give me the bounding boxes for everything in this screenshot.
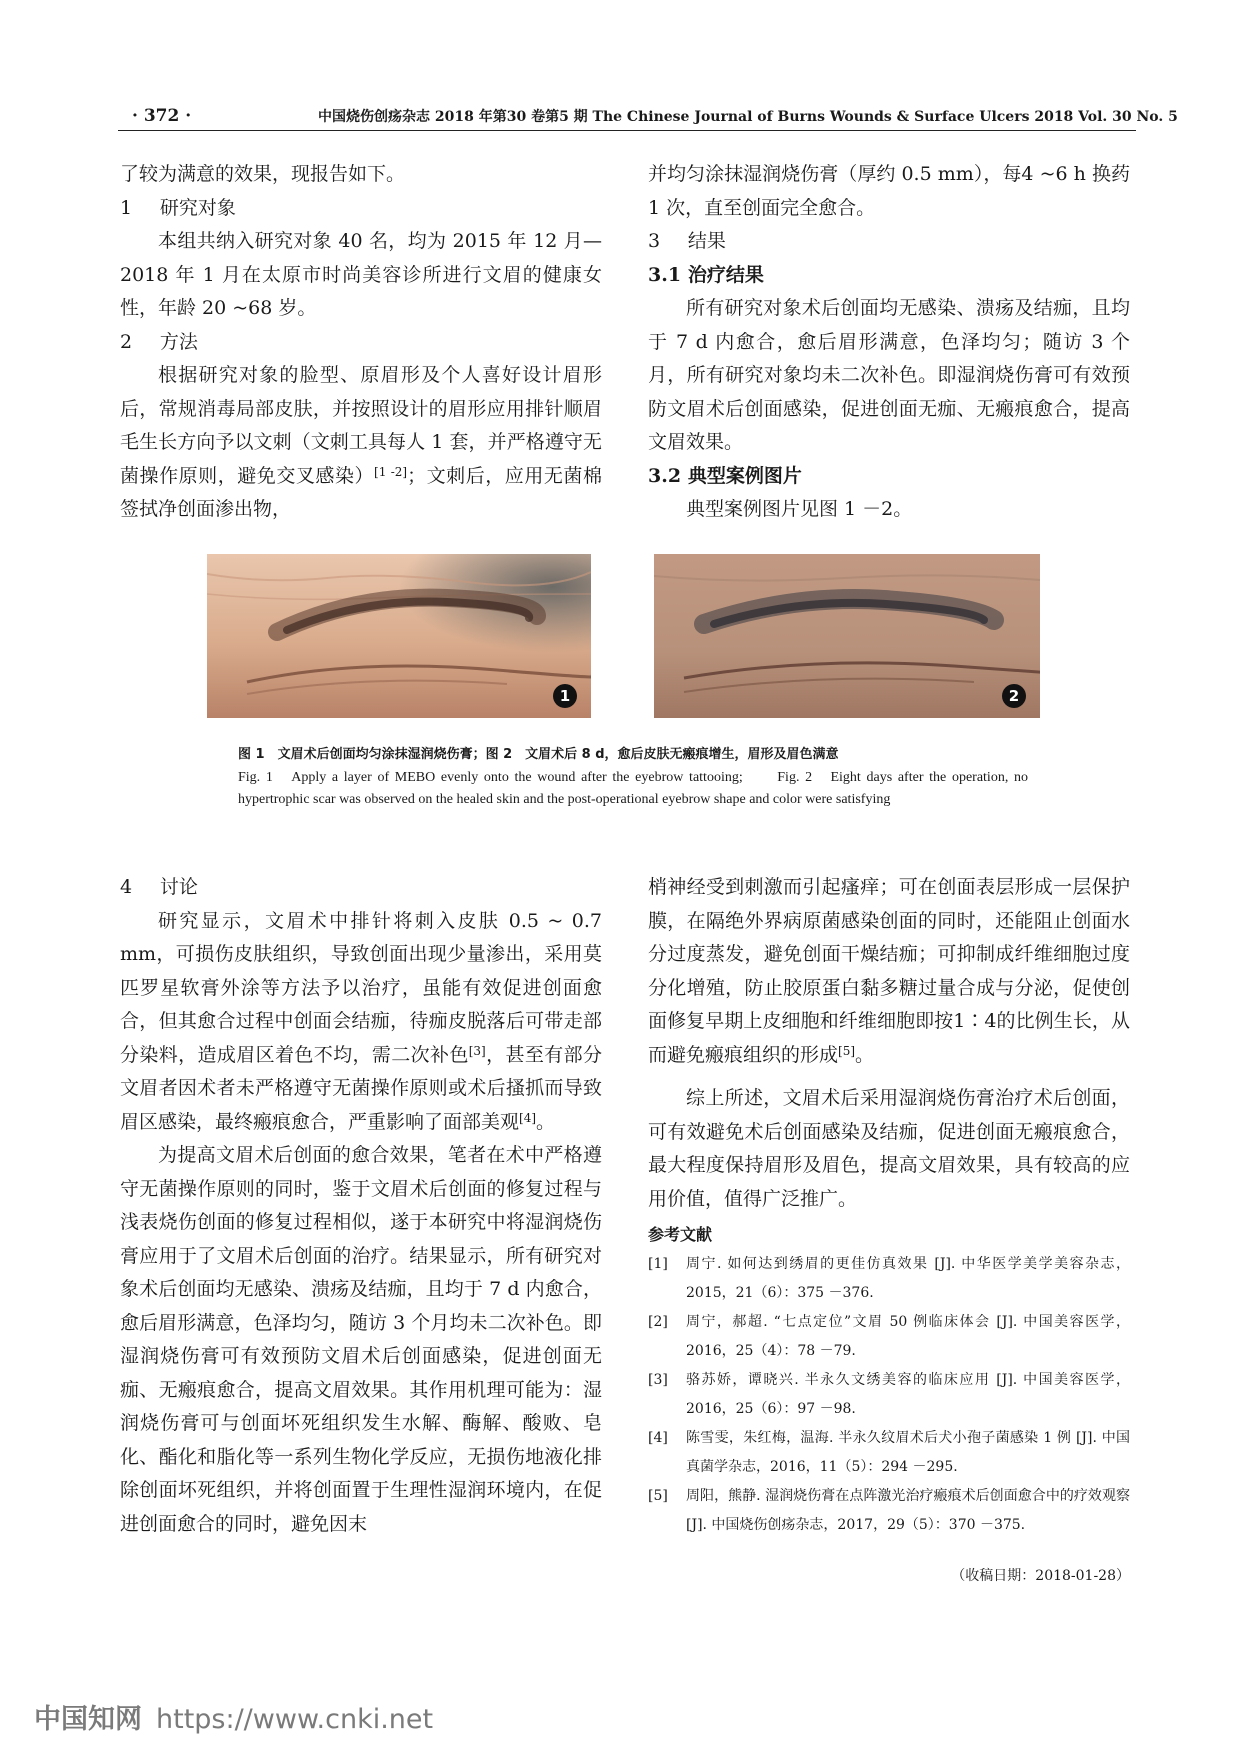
section-title: 治疗结果	[687, 263, 764, 286]
paragraph: 所有研究对象术后创面均无感染、溃疡及结痂，且均于 7 d 内愈合，愈后眉形满意，色泽均匀；随访 3 个月，所有研究对象均未二次补色。即湿润烧伤膏可有效预防文眉术后创面感染，促进创面无痂、无瘢痕愈合，提高文眉效果。	[648, 297, 1130, 453]
text-run: 梢神经受到刺激而引起瘙痒；可在创面表层形成一层保护膜，在隔绝外界病原菌感染创面的同时，还能阻止创面水分过度蒸发，避免创面干燥结痂；可抑制成纤维细胞过度分化增殖，防止胶原蛋白黏多糖过量合成与分泌，促使创面修复早期上皮细胞和纤维细胞即按1∶4的比例生长，从而避免瘢痕组织的形成	[648, 876, 1130, 1066]
left-column-upper	[120, 158, 602, 527]
reference-item	[648, 1308, 1130, 1366]
section-heading	[120, 326, 602, 360]
watermark-brand: 中国知网	[34, 1704, 142, 1735]
section-title: 研究对象	[159, 196, 236, 219]
reference-number: [4]	[648, 1430, 668, 1446]
reference-item	[648, 1482, 1130, 1540]
section-heading	[120, 871, 602, 905]
section-heading	[120, 192, 602, 226]
text-run: 。	[855, 1043, 875, 1066]
paragraph	[120, 905, 602, 1140]
reference-item	[648, 1424, 1130, 1482]
paragraph: 为提高文眉术后创面的愈合效果，笔者在术中严格遵守无菌操作原则的同时，鉴于文眉术后创面的修复过程与浅表烧伤创面的修复过程相似，遂于本研究中将湿润烧伤膏应用于了文眉术后创面的治疗。结果显示，所有研究对象术后创面均无感染、溃疡及结痂，且均于 7 d 内愈合，愈后眉形满意，色泽均匀，随访 3 个月均未二次补色。即湿润烧伤膏可有效预防文眉术后创面感染，促进创面无痂、无瘢痕愈合，提高文眉效果。其作用机理可能为：湿润烧伤膏可与创面坏死组织发生水解、酶解、酸败、皂化、酯化和脂化等一系列生物化学反应，无损伤地液化排除创面坏死组织，并将创面置于生理性湿润环境内，在促进创面愈合的同时，避免因末	[120, 1144, 602, 1535]
figure-badge-2: 2	[1002, 684, 1026, 708]
paragraph	[120, 359, 602, 527]
citation: [1 -2]	[374, 464, 408, 479]
citation: [5]	[838, 1043, 856, 1058]
reference-number: [2]	[648, 1314, 668, 1330]
reference-item	[648, 1366, 1130, 1424]
section-number: 3.1	[648, 263, 682, 286]
reference-number: [1]	[648, 1256, 668, 1272]
section-number: 4	[120, 876, 133, 898]
figure-badge-1: 1	[553, 684, 577, 708]
text-run: ，甚至有部分文眉者因术者未严格遵守无菌操作原则或术后搔抓而导致眉区感染，最终瘢痕愈合，严重影响了面部美观	[120, 1043, 602, 1133]
section-title: 结果	[687, 230, 726, 252]
reference-text: 周宁. 如何达到绣眉的更佳仿真效果 [J]. 中华医学美学美容杂志，2015，21（6）：375 －376.	[686, 1256, 1130, 1301]
paragraph: 并均匀涂抹湿润烧伤膏（厚约 0.5 mm），每4 ~6 h 换药 1 次，直至创面完全愈合。	[648, 163, 1130, 219]
figure-1-photo	[207, 554, 591, 718]
reference-text: 陈雪雯，朱红梅，温海. 半永久纹眉术后犬小孢子菌感染 1 例 [J]. 中国真菌学杂志，2016，11（5）：294 －295.	[686, 1430, 1130, 1475]
text-run: 根据研究对象的脸型、原眉形及个人喜好设计眉形后，常规消毒局部皮肤，并按照设计的眉形应用排针顺眉毛生长方向予以文刺（文刺工具每人 1 套，并严格遵守无菌操作原则，避免交叉感染）	[120, 364, 602, 487]
section-title: 讨论	[159, 876, 198, 898]
eyebrow-photo-1	[207, 554, 591, 718]
paragraph: 本组共纳入研究对象 40 名，均为 2015 年 12 月—2018 年 1 月在太原市时尚美容诊所进行文眉的健康女性，年龄 20 ~68 岁。	[120, 230, 602, 319]
eyebrow-photo-2	[654, 554, 1040, 718]
paragraph	[648, 871, 1130, 1072]
section-title: 方法	[159, 330, 198, 353]
text-run: ；文刺后，应用无菌棉签拭净创面渗出物，	[120, 464, 602, 520]
section-heading	[648, 225, 1130, 259]
text-run: 研究显示，文眉术中排针将刺入皮肤 0.5 ~ 0.7 mm，可损伤皮肤组织，导致创面出现少量渗出，采用莫匹罗星软膏外涂等方法予以治疗，虽能有效促进创面愈合，但其愈合过程中创面会结痂，待痂皮脱落后可带走部分染料，造成眉区着色不均，需二次补色	[120, 909, 602, 1066]
paragraph: 综上所述，文眉术后采用湿润烧伤膏治疗术后创面，可有效避免术后创面感染及结痂，促进创面无瘢痕愈合，最大程度保持眉形及眉色，提高文眉效果，具有较高的应用价值，值得广泛推广。	[648, 1087, 1130, 1210]
references-title: 参考文献	[648, 1225, 713, 1244]
received-date: （收稿日期：2018-01-28）	[951, 1568, 1130, 1584]
subsection-heading	[648, 460, 1130, 494]
reference-number: [5]	[648, 1488, 668, 1504]
right-column-upper	[648, 158, 1130, 527]
paragraph: 了较为满意的效果，现报告如下。	[120, 163, 406, 185]
paragraph: 典型案例图片见图 1 －2。	[686, 498, 913, 520]
right-column-lower	[648, 871, 1130, 1594]
header-rule	[118, 130, 1136, 131]
reference-text: 骆苏娇，谭晓兴. 半永久文绣美容的临床应用 [J]. 中国美容医学，2016，25（6）：97 －98.	[686, 1372, 1130, 1417]
left-column-lower	[120, 871, 602, 1541]
citation: [3]	[468, 1043, 486, 1058]
figure-caption-en: Fig. 1 Apply a layer of MEBO evenly onto the wound after the eyebrow tattooing; Fig. 2 Eight days after the operation, no hypertrophic scar was observed on the healed skin and the post-operational eyebrow shape and color were satisfying	[238, 770, 1028, 807]
section-number: 3	[648, 230, 661, 252]
reference-item	[648, 1250, 1130, 1308]
figure-2-photo	[654, 554, 1040, 718]
cnki-watermark	[34, 1697, 433, 1736]
figure-caption-cn: 图 1 文眉术后创面均匀涂抹湿润烧伤膏；图 2 文眉术后 8 d，愈后皮肤无瘢痕增生，眉形及眉色满意	[238, 747, 839, 762]
reference-number: [3]	[648, 1372, 668, 1388]
text-run: 。	[536, 1110, 556, 1133]
reference-list	[648, 1250, 1130, 1540]
page-number: · 372 ·	[132, 106, 192, 126]
section-number: 3.2	[648, 464, 682, 487]
watermark-url: https://www.cnki.net	[156, 1704, 434, 1735]
subsection-heading	[648, 259, 1130, 293]
citation: [4]	[519, 1110, 537, 1125]
section-title: 典型案例图片	[687, 464, 802, 487]
reference-text: 周宁，郝超. “七点定位”文眉 50 例临床体会 [J]. 中国美容医学，2016，25（4）：78 －79.	[686, 1314, 1130, 1359]
reference-text: 周阳，熊静. 湿润烧伤膏在点阵激光治疗瘢痕术后创面愈合中的疗效观察 [J]. 中国烧伤创疡杂志，2017，29（5）：370 －375.	[686, 1488, 1130, 1533]
running-header: 中国烧伤创疡杂志 2018 年第30 卷第5 期 The Chinese Journal of Burns Wounds & Surface Ulcers 2018 Vol. 30 No. 5	[318, 109, 1178, 125]
section-number: 2	[120, 330, 133, 353]
section-number: 1	[120, 196, 133, 219]
